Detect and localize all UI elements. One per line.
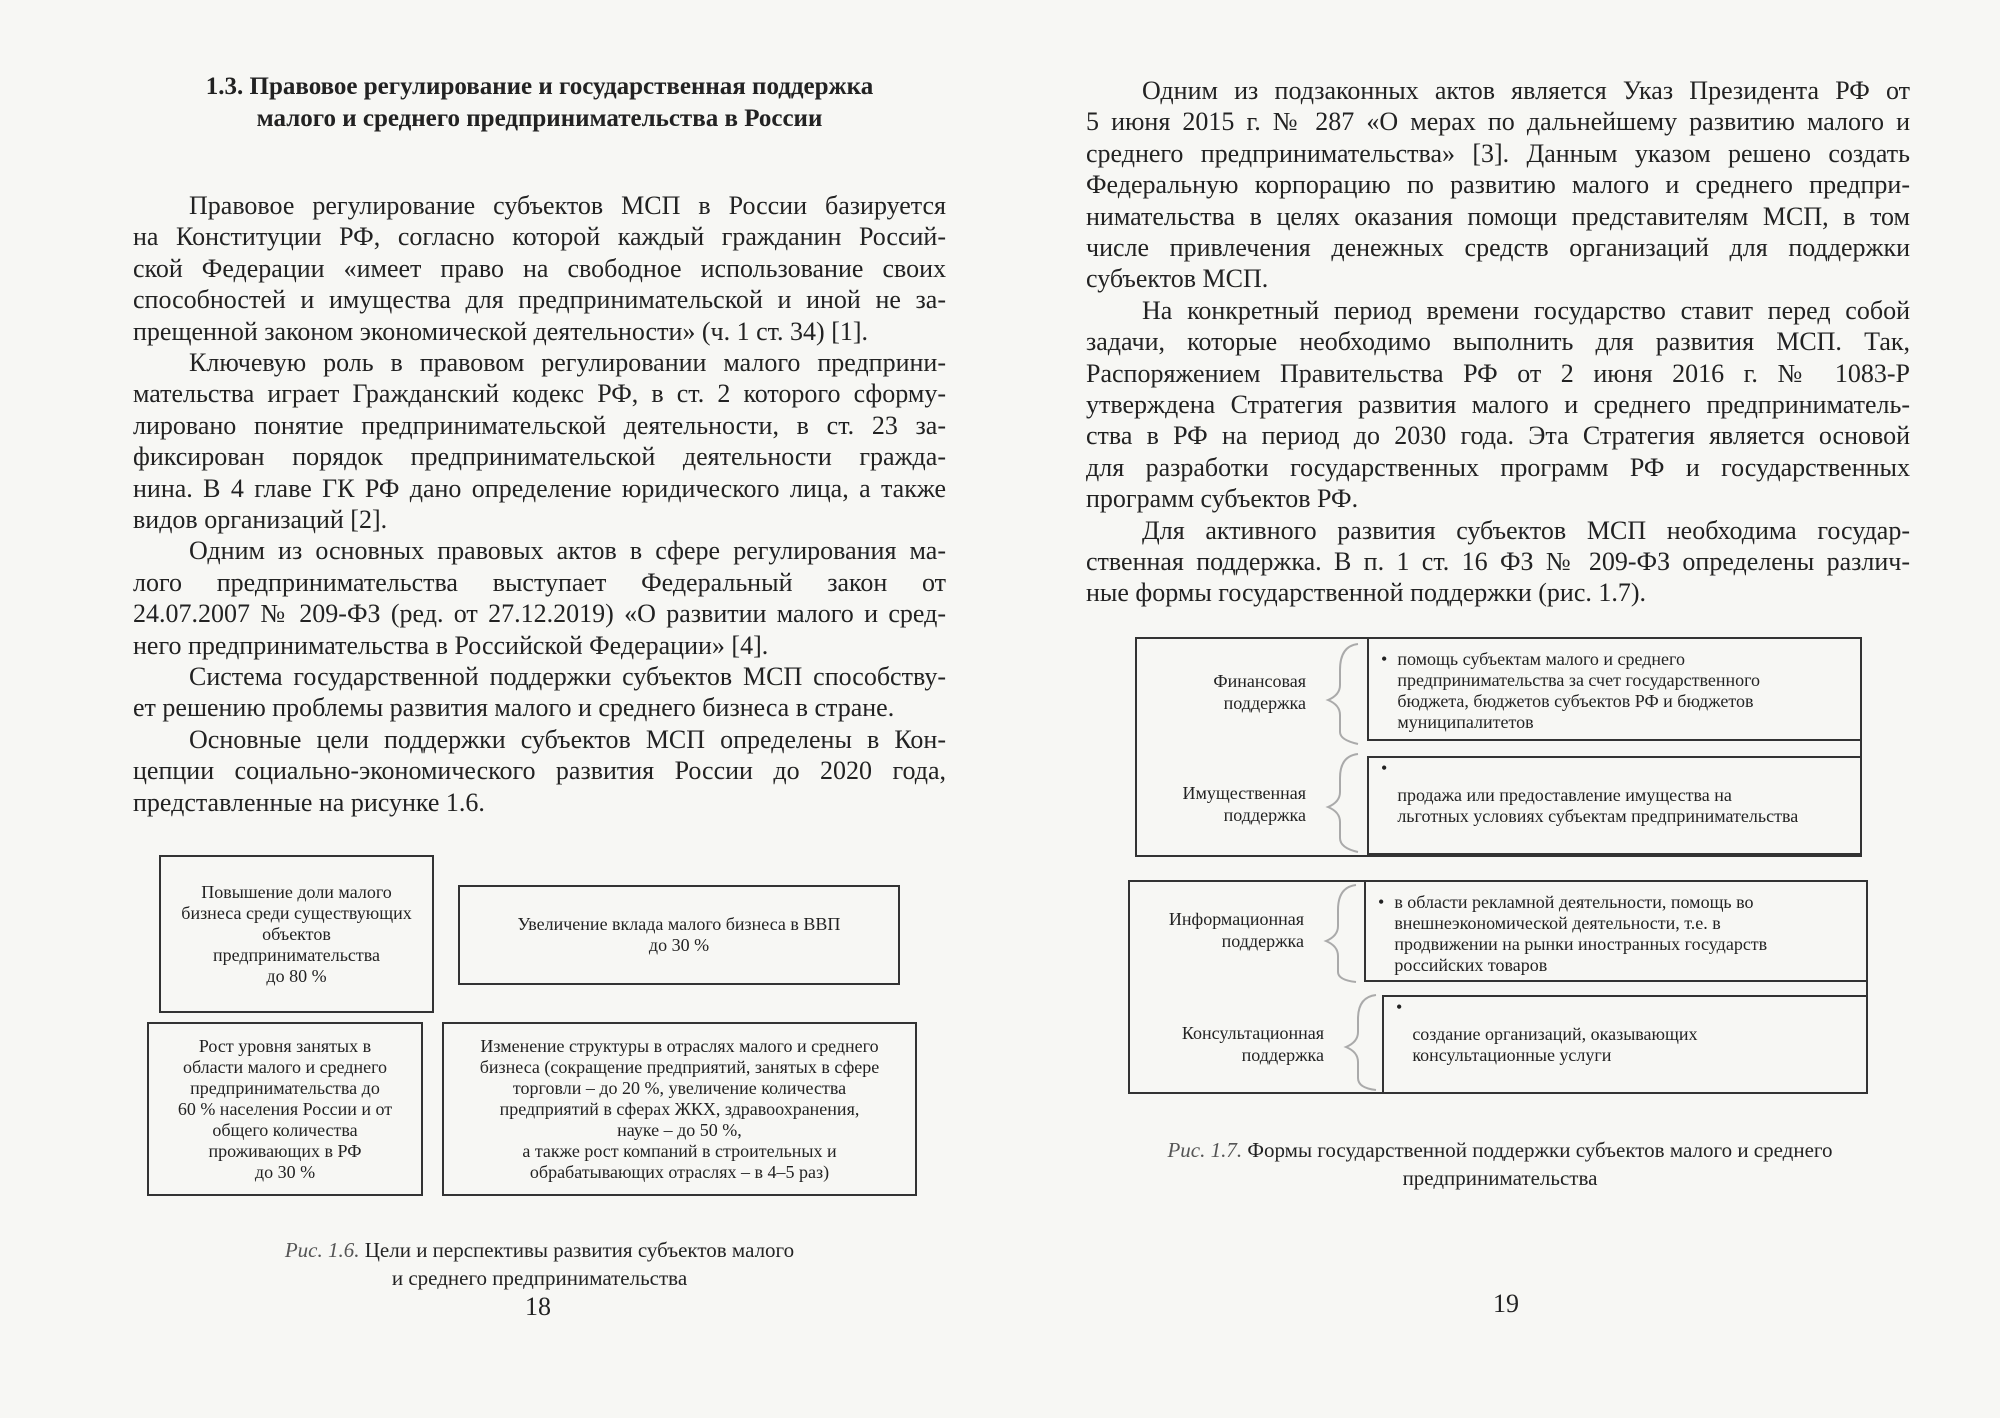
- brace-icon: [1318, 640, 1368, 855]
- text-line: видов организаций [2].: [133, 505, 388, 534]
- page-number-left: 18: [525, 1292, 551, 1321]
- text-line: Распоряжением Правительства РФ от 2 июня 2016 г. № 1083-Р: [1086, 358, 1910, 388]
- support-label-information: Информационная поддержка: [1168, 909, 1304, 951]
- text-line: него предпринимательства в Российской Федерации» [4].: [133, 630, 769, 660]
- text-line: представленные на рисунке 1.6.: [133, 787, 485, 817]
- text-line: лого предпринимательства выступает Федеральный закон от: [133, 567, 946, 597]
- support-box-consulting: [1382, 995, 1868, 1094]
- text-line: На конкретный период времени государство ставит перед собой: [1142, 295, 1910, 325]
- text-line: цепции социально-экономического развития России до 2020 года,: [133, 756, 946, 786]
- goal-box-gdp-contribution: Увеличение вклада малого бизнеса в ВВП до 30 %: [458, 885, 900, 985]
- caption-text: Цели и перспективы развития субъектов малого: [359, 1238, 795, 1262]
- text-line: Ключевую роль в правовом регулировании малого предприни-: [189, 348, 946, 377]
- text-line: Правовое регулирование субъектов МСП в России базируется: [189, 191, 946, 220]
- text-line: нимательства в целях оказания помощи представителям МСП, в том: [1086, 201, 1910, 231]
- text-line: лировано понятие предпринимательской деятельности, в ст. 23 за-: [133, 410, 946, 440]
- support-text: помощь субъектам малого и среднего предпринимательства за счет государственного бюджета, бюджетов субъектов РФ и бюджетов муниципалитетов: [1397, 649, 1761, 732]
- text-line: утверждена Стратегия развития малого и среднего предприниматель-: [1086, 390, 1910, 419]
- caption-text: Формы государственной поддержки субъектов малого и среднего: [1242, 1138, 1833, 1162]
- text-line: Одним из подзаконных актов является Указ Президента РФ от: [1142, 76, 1910, 105]
- support-text: в области рекламной деятельности, помощь во внешнеэкономической деятельности, т.е. в продвижении на рынки иностранных государств российских товаров: [1394, 892, 1768, 975]
- text-line: для разработки государственных программ РФ и государственных: [1086, 452, 1910, 482]
- figure-1-7-caption: [1100, 1136, 1900, 1192]
- text-line: ственная поддержка. В п. 1 ст. 16 ФЗ № 209-ФЗ определены различ-: [1086, 547, 1910, 576]
- text-line: нина. В 4 главе ГК РФ дано определение юридического лица, а также: [133, 473, 946, 503]
- text-line: программ субъектов РФ.: [1086, 484, 1359, 514]
- text-line: Основные цели поддержки субъектов МСП определены в Кон-: [189, 724, 946, 754]
- goal-box-small-business-share: Повышение доли малого бизнеса среди существующих объектов предпринимательства до 80 %: [159, 855, 434, 1013]
- text-line: субъектов МСП.: [1086, 264, 1269, 294]
- figure-1-6-caption: [133, 1236, 946, 1292]
- text-line: задачи, которые необходимо выполнить для развития МСП. Так,: [1086, 327, 1910, 357]
- section-heading-line-1: 1.3. Правовое регулирование и государственная поддержка: [205, 73, 874, 100]
- support-text: продажа или предоставление имущества на льготных условиях субъектам предпринимательства: [1397, 784, 1799, 826]
- goal-box-structure-change: Изменение структуры в отраслях малого и среднего бизнеса (сокращение предприятий, занятых в сфере торговли – до 20 %, увеличение количества предприятий в сферах ЖКХ, здравоохранения, науке – до 50 %, а также рост компаний в строительных и обрабатывающих отраслях – в 4–5 раз): [442, 1022, 917, 1196]
- figure-label: Рис. 1.6.: [284, 1238, 360, 1262]
- text-line: Для активного развития субъектов МСП необходима государ-: [1142, 515, 1910, 545]
- text-line: фиксирован порядок предпринимательской деятельности гражда-: [133, 442, 946, 472]
- bullet: •: [1378, 892, 1385, 912]
- bullet: •: [1381, 649, 1388, 669]
- text-line: ные формы государственной поддержки (рис. 1.7).: [1086, 578, 1647, 608]
- bullet: •: [1396, 997, 1403, 1017]
- text-line: мательства играет Гражданский кодекс РФ, в ст. 2 которого сформу-: [133, 379, 946, 409]
- text-line: на Конституции РФ, согласно которой каждый гражданин Россий-: [133, 222, 946, 252]
- support-box-property: [1367, 756, 1862, 855]
- support-label-consulting: Консультационная поддержка: [1181, 1023, 1324, 1065]
- section-heading-line-2: малого и среднего предпринимательства в России: [256, 105, 823, 132]
- text-line: 24.07.2007 № 209-ФЗ (ред. от 27.12.2019) «О развитии малого и сред-: [133, 599, 946, 629]
- page-number-right: 19: [1493, 1289, 1519, 1318]
- support-label-property: Имущественная поддержка: [1182, 783, 1306, 825]
- support-box-information: [1364, 880, 1868, 982]
- text-line: прещенной законом экономической деятельности» (ч. 1 ст. 34) [1].: [133, 316, 869, 346]
- text-line: ет решению проблемы развития малого и среднего бизнеса в стране.: [133, 693, 895, 723]
- caption-text-2: предпринимательства: [1402, 1166, 1598, 1190]
- text-line: ства в РФ на период до 2030 года. Эта Стратегия является основой: [1086, 421, 1910, 451]
- text-line: ской Федерации «имеет право на свободное использование своих: [133, 253, 946, 283]
- support-label-financial: Финансовая поддержка: [1213, 671, 1306, 713]
- text-line: среднего предпринимательства» [3]. Данным указом решено создать: [1086, 138, 1910, 168]
- bullet: •: [1381, 758, 1388, 778]
- support-box-financial: [1367, 637, 1862, 741]
- caption-text-2: и среднего предпринимательства: [391, 1266, 688, 1290]
- figure-label: Рис. 1.7.: [1167, 1138, 1243, 1162]
- goal-box-employment: Рост уровня занятых в области малого и среднего предпринимательства до 60 % населения России и от общего количества проживающих в РФ до 30 %: [147, 1022, 423, 1196]
- text-line: числе привлечения денежных средств организаций для поддержки: [1086, 233, 1910, 262]
- support-text: создание организаций, оказывающих консультационные услуги: [1412, 1023, 1698, 1065]
- text-line: Федеральную корпорацию по развитию малого и среднего предпри-: [1086, 170, 1910, 200]
- text-line: способностей и имущества для предпринимательской и иной не за-: [133, 285, 946, 315]
- text-line: 5 июня 2015 г. № 287 «О мерах по дальнейшему развитию малого и: [1086, 107, 1910, 137]
- text-line: Система государственной поддержки субъектов МСП способству-: [189, 662, 946, 691]
- text-line: Одним из основных правовых актов в сфере регулирования ма-: [189, 536, 946, 566]
